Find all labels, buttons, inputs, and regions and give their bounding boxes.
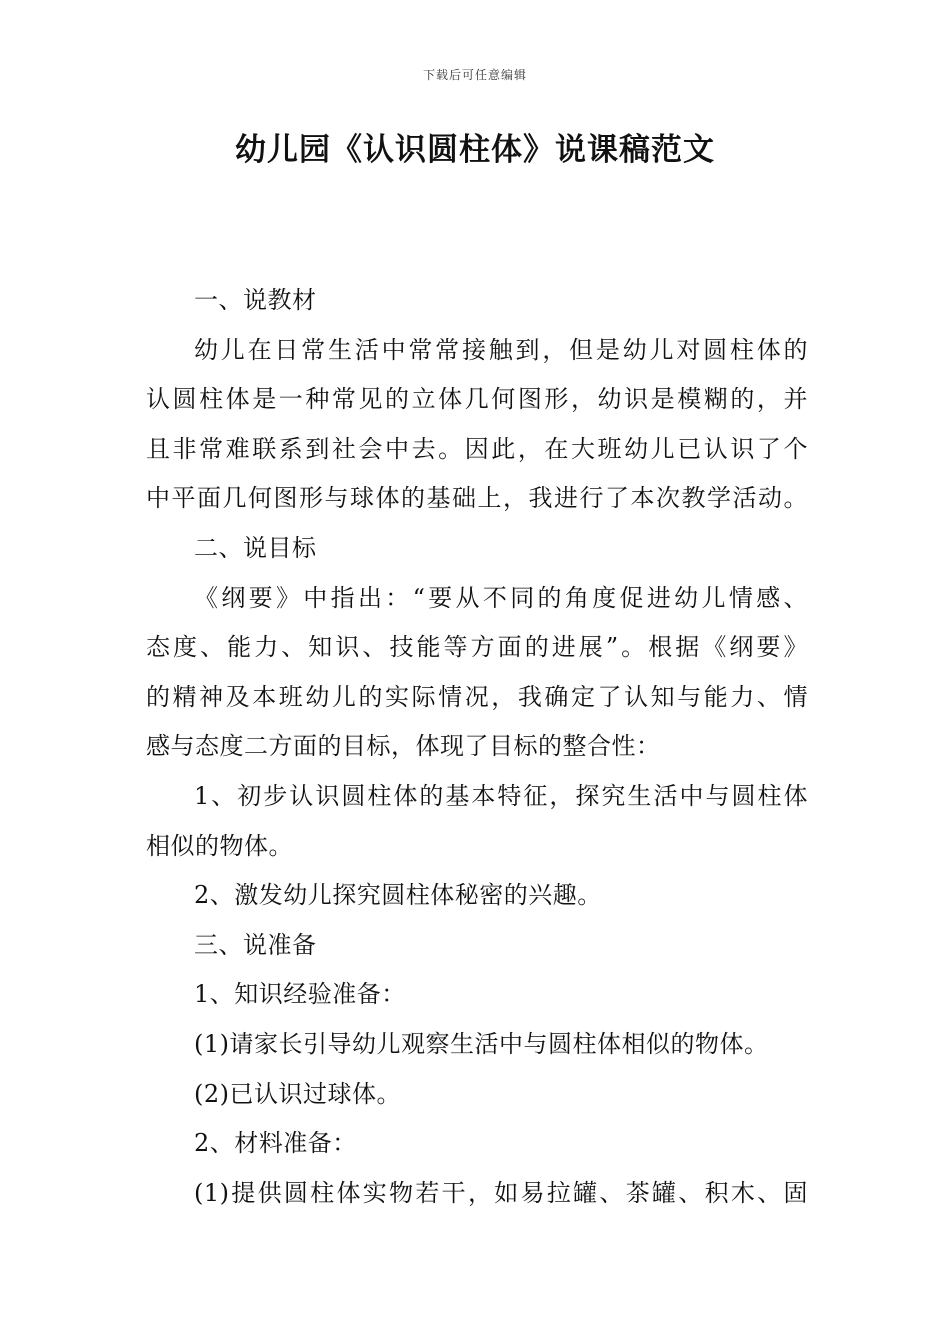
body-line: 认圆柱体是一种常见的立体几何图形，幼识是模糊的，并 bbox=[146, 385, 808, 414]
document-body bbox=[146, 276, 808, 1218]
body-line: (1)提供圆柱体实物若干，如易拉罐、茶罐、积木、固 bbox=[194, 1178, 808, 1207]
body-line: 二、说目标 bbox=[194, 533, 317, 562]
body-line: 三、说准备 bbox=[194, 930, 317, 959]
body-line: 且非常难联系到社会中去。因此，在大班幼儿已认识了个 bbox=[146, 434, 808, 463]
body-line: (2)已认识过球体。 bbox=[194, 1079, 401, 1108]
body-line: 一、说教材 bbox=[194, 286, 317, 314]
body-line: 幼儿在日常生活中常常接触到，但是幼儿对圆柱体的 bbox=[194, 335, 808, 364]
body-line: 相似的物体。 bbox=[146, 831, 293, 860]
body-line: 2、材料准备： bbox=[194, 1129, 357, 1158]
body-line: 《纲要》中指出：“要从不同的角度促进幼儿情感、 bbox=[194, 583, 808, 612]
body-line: 的精神及本班幼儿的实际情况，我确定了认知与能力、情 bbox=[146, 682, 808, 711]
document-title: 幼儿园《认识圆柱体》说课稿范文 bbox=[235, 132, 715, 168]
body-line: (1)请家长引导幼儿观察生活中与圆柱体相似的物体。 bbox=[194, 1029, 769, 1058]
body-line: 1、初步认识圆柱体的基本特征，探究生活中与圆柱体 bbox=[194, 781, 808, 810]
header-note: 下载后可任意编辑 bbox=[422, 68, 527, 82]
body-line: 1、知识经验准备： bbox=[194, 980, 406, 1009]
body-line: 中平面几何图形与球体的基础上，我进行了本次教学活动。 bbox=[146, 484, 808, 513]
body-line: 态度、能力、知识、技能等方面的进展”。根据《纲要》 bbox=[146, 633, 808, 662]
body-line: 感与态度二方面的目标，体现了目标的整合性： bbox=[146, 732, 661, 761]
body-line: 2、激发幼儿探究圆柱体秘密的兴趣。 bbox=[194, 881, 602, 910]
